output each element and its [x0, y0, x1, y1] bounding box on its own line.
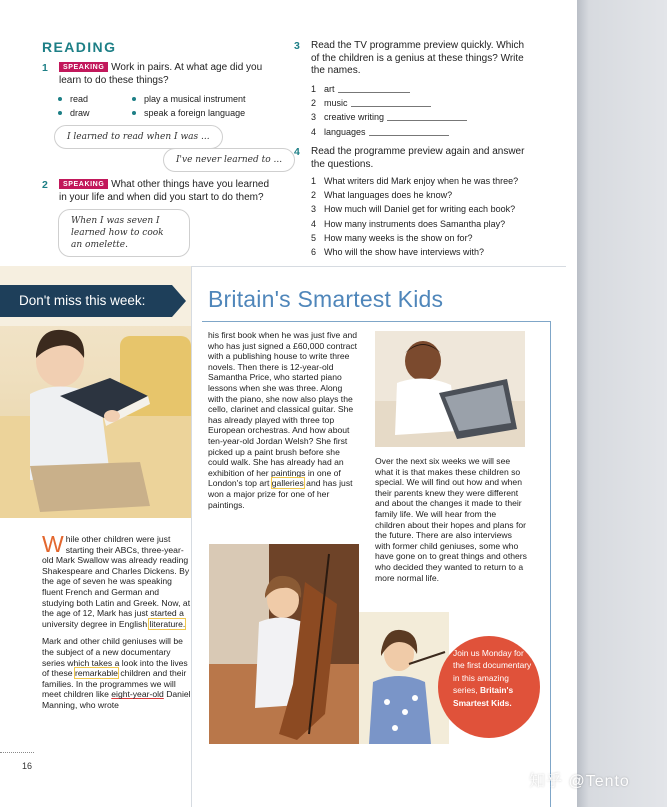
paragraph: While other children were just starting their ABCs, three-year-old Mark Swallow was already reading Shakespeare and Charles Dickens. By the age of seven he was speaking fluent French and German and studying both Latin and Greek. Now, at the age of 12, Mark has just started a university degree in English literature. — [42, 531, 191, 629]
girl-painting-illustration — [359, 612, 449, 744]
question-list — [311, 174, 518, 259]
bullet-item: read — [58, 92, 88, 106]
paragraph: his first book when he was just five and who has just signed a £60,000 contract with a publishing house to write three novels. Then there is 12-year-old Samantha Price, who started piano lessons when she was three. Along with the piano, she now also plays the cello, clarinet and classical guitar. She has already played with three top European orchestras. And how about ten-year-old Jordan Welsh? She first picked up a paint brush before she could walk. She has already had an exhibition of her paintings in one of London's top art galleries and has just won a major prize for one of her paintings. — [208, 330, 358, 510]
paragraph: Over the next six weeks we will see what it is that makes these children so special. We will find out how and when their parents knew they were different and about the changes it made to their family life. We will hear from the children about their hopes and plans for the future. There are also interviews with former child geniuses, some who have gone on to great things and others who decided they wanted to return to a more normal life. — [375, 456, 527, 583]
exercise-prompt: What other things have you learned in your life and when did you start to do them? — [59, 179, 270, 203]
answer-item: 1 art — [311, 82, 467, 96]
photo-girl-painting — [359, 612, 449, 744]
exercise-number: 2 — [42, 179, 48, 191]
bullet-item: speak a foreign language — [132, 106, 245, 120]
photo-boy-laptop — [375, 331, 525, 447]
answer-list — [311, 82, 467, 139]
exercise-prompt: Work in pairs. At what age did you learn to do these things? — [59, 62, 263, 86]
bullet-item: play a musical instrument — [132, 92, 246, 106]
footer-dotted-rule — [0, 752, 34, 753]
drop-cap: W — [42, 531, 64, 557]
boy-laptop-illustration — [375, 331, 525, 447]
question-item: 1 What writers did Mark enjoy when he was three? — [311, 176, 519, 186]
page-number: 16 — [22, 761, 33, 771]
article-title: Britain's Smartest Kids — [208, 286, 444, 312]
photo-girl-cello — [209, 544, 359, 744]
answer-blank[interactable] — [351, 98, 431, 107]
exercise-2 — [42, 179, 274, 204]
bullet-dot-icon — [132, 97, 136, 101]
question-item: 2 What languages does he know? — [311, 190, 453, 201]
promo-show-name: Britain's Smartest Kids. — [453, 685, 514, 708]
section-heading: READING — [42, 39, 117, 55]
speech-bubble: I've never learned to ... — [163, 148, 295, 172]
answer-blank[interactable] — [387, 112, 467, 121]
question-item: 3 How much will Daniel get for writing each book? — [311, 204, 516, 215]
exercise-number: 3 — [294, 40, 300, 52]
speaking-tag: SPEAKING — [59, 62, 108, 72]
question-item: 4 How many instruments does Samantha play? — [311, 218, 506, 229]
speech-bubble: I learned to read when I was ... — [54, 125, 223, 149]
exercise-4 — [294, 146, 534, 171]
promo-circle: Join us Monday for the first documentary in this amazing series, Britain's Smartest Kids. — [438, 636, 540, 738]
exercise-prompt: Read the TV programme preview quickly. Which of the children is a genius at these things? Write the names. — [311, 40, 525, 76]
bullet-dot-icon — [58, 97, 62, 101]
girl-cello-illustration — [209, 544, 359, 744]
highlighted-word: literature. — [149, 618, 186, 629]
bullet-dot-icon — [58, 111, 62, 115]
article-column-3 — [375, 456, 527, 590]
bullet-dot-icon — [132, 111, 136, 115]
page-edge-shadow — [577, 0, 667, 807]
title-rule — [202, 321, 551, 322]
speaking-tag: SPEAKING — [59, 179, 108, 189]
answer-blank[interactable] — [369, 127, 449, 136]
watermark: 知乎 @Tento — [529, 773, 630, 790]
answer-blank[interactable] — [338, 84, 410, 93]
question-item: 5 How many weeks is the show on for? — [311, 232, 473, 243]
underlined-word: eight-year-old — [111, 689, 164, 700]
exercise-number: 4 — [294, 146, 300, 158]
highlighted-word: galleries — [271, 478, 304, 489]
speech-bubble: When I was seven I learned how to cook an omelette. — [58, 209, 190, 257]
highlighted-word: remarkable — [74, 668, 118, 679]
article-column-1 — [42, 531, 192, 718]
banner-text: Don't miss this week: — [19, 293, 146, 308]
exercise-1 — [42, 62, 272, 87]
exercise-3 — [294, 40, 534, 78]
question-item: 6 Who will the show have interviews with? — [311, 247, 485, 258]
column-rule — [550, 321, 551, 807]
answer-item: 2 music — [311, 96, 467, 110]
exercise-number: 1 — [42, 62, 48, 74]
answer-item: 3 creative writing — [311, 110, 467, 124]
bullet-item: draw — [58, 106, 90, 120]
paragraph: Mark and other child geniuses will be the subject of a new documentary series which takes a look into the lives of these remarkable children and their families. In the programmes we will meet children like eight-year-old Daniel Manning, who wrote — [42, 636, 191, 710]
article-column-2 — [208, 330, 358, 517]
banner-arrow-icon — [172, 285, 186, 317]
exercise-prompt: Read the programme preview again and answer the questions. — [311, 146, 525, 170]
answer-item: 4 languages — [311, 125, 467, 139]
